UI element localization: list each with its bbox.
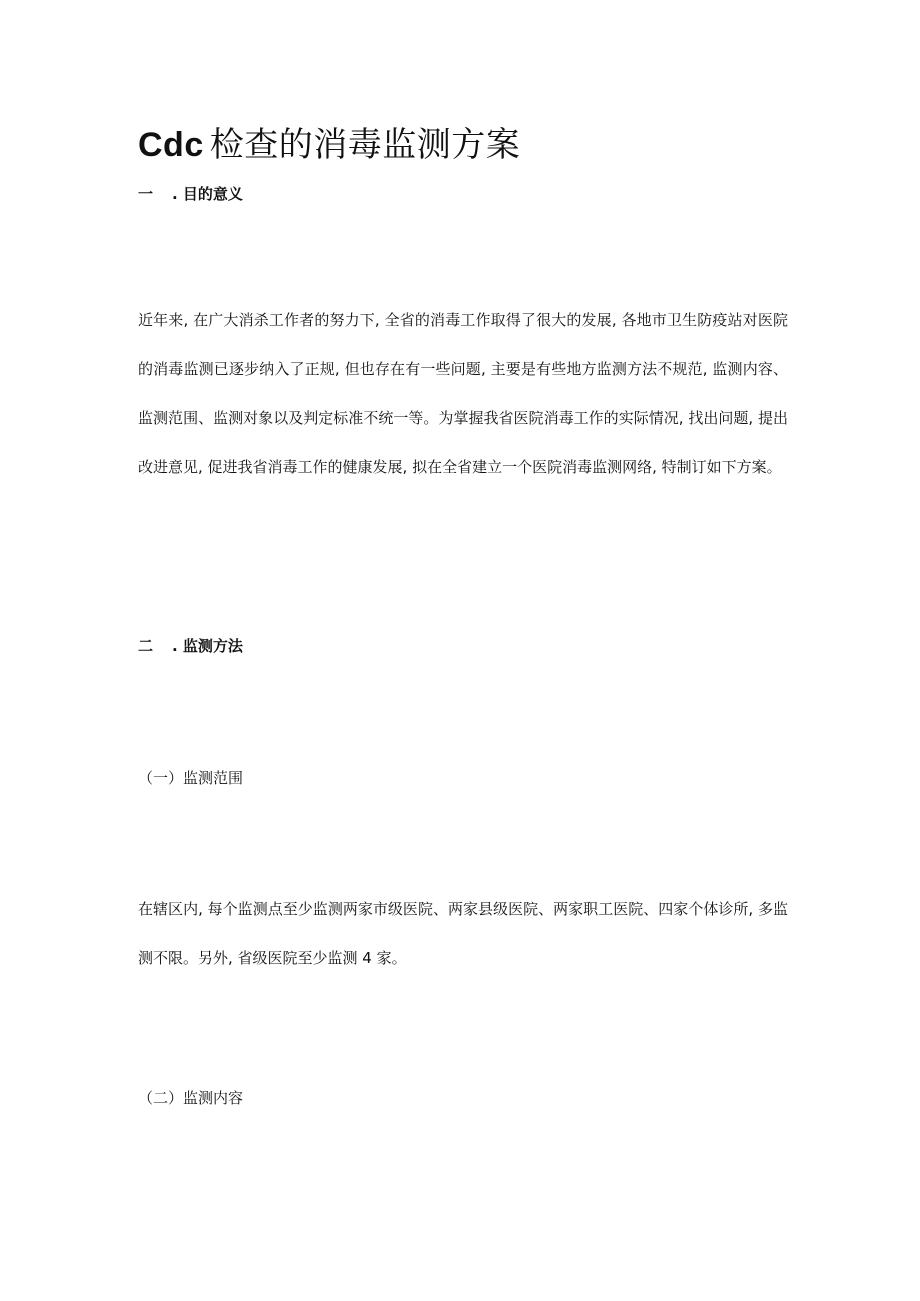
subsection-heading-monitoring-scope: （一）监测范围 <box>138 769 244 787</box>
section-label-2: . 监测方法 <box>172 637 243 655</box>
section-heading-1 <box>138 183 243 205</box>
subsection-monitoring-scope-paragraph: 在辖区内, 每个监测点至少监测两家市级医院、两家县级医院、两家职工医院、四家个体诊所, 多监测不限。另外, 省级医院至少监测 4 家。 <box>138 900 788 967</box>
section-label-1: . 目的意义 <box>172 185 243 203</box>
document-title <box>138 121 520 169</box>
section-heading-2 <box>138 635 243 657</box>
section-number-1: 一 <box>138 185 154 203</box>
subsection-heading-monitoring-content: （二）监测内容 <box>138 1089 244 1107</box>
document-title-text: 检查的消毒监测方案 <box>209 125 521 165</box>
section-number-2: 二 <box>138 637 154 655</box>
document-title-latin: Cdc <box>138 126 204 164</box>
section-1-paragraph: 近年来, 在广大消杀工作者的努力下, 全省的消毒工作取得了很大的发展, 各地市卫生防疫站对医院的消毒监测已逐步纳入了正规, 但也存在有一些问题, 主要是有些地方监测方法不规范, 监测内容、监测范围、监测对象以及判定标准不统一等。为掌握我省医院消毒工作的实际情况, 找出问题, 提出改进意见, 促进我省消毒工作的健康发展, 拟在全省建立一个医院消毒监测网络, 特制订如下方案。 <box>138 311 788 476</box>
